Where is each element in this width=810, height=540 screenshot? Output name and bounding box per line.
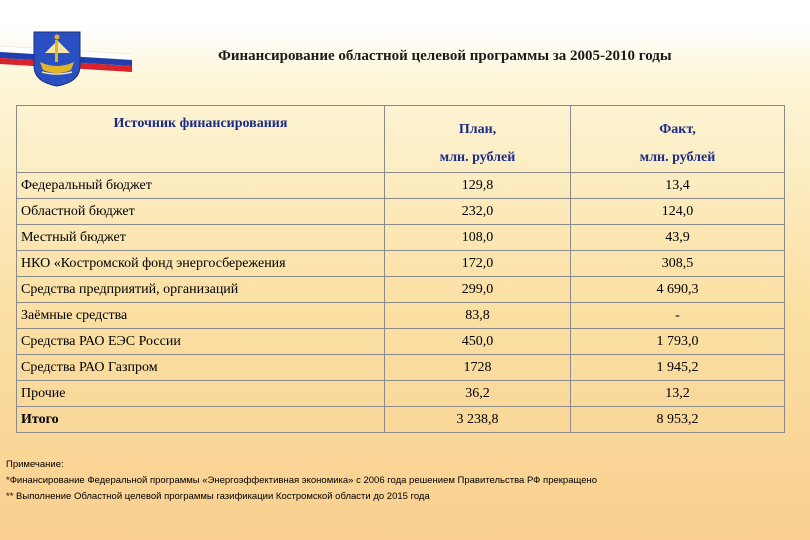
funding-table-container	[16, 105, 784, 435]
notes-heading: Примечание:	[6, 459, 64, 470]
table-row	[17, 355, 785, 381]
row-plan: 299,0	[385, 277, 571, 303]
row-name: Итого	[17, 407, 385, 433]
coat-of-arms-icon	[34, 32, 80, 86]
row-fact: 4 690,3	[571, 277, 785, 303]
row-name: Средства РАО ЕЭС России	[17, 329, 385, 355]
header-fact-line2: млн. рублей	[639, 150, 716, 165]
row-plan: 129,8	[385, 173, 571, 199]
header-fact-line1: Факт,	[659, 122, 696, 137]
row-fact: 308,5	[571, 251, 785, 277]
russian-flag-stripes	[0, 24, 132, 90]
row-plan: 83,8	[385, 303, 571, 329]
note-line-1: *Финансирование Федеральной программы «Энергоэффективная экономика» с 2006 года решением Правительства РФ прекращено	[6, 475, 598, 486]
row-plan: 172,0	[385, 251, 571, 277]
row-plan: 232,0	[385, 199, 571, 225]
row-name: Местный бюджет	[17, 225, 385, 251]
header-source: Источник финансирования	[17, 106, 385, 173]
row-plan: 1728	[385, 355, 571, 381]
table-row	[17, 329, 785, 355]
row-name: Федеральный бюджет	[17, 173, 385, 199]
row-fact: 1 945,2	[571, 355, 785, 381]
flag-banner	[0, 24, 132, 90]
row-plan: 36,2	[385, 381, 571, 407]
footnotes	[6, 457, 597, 505]
table-row	[17, 173, 785, 199]
row-name: Средства предприятий, организаций	[17, 277, 385, 303]
row-fact: 124,0	[571, 199, 785, 225]
header-plan	[385, 106, 571, 173]
table-row	[17, 277, 785, 303]
page-title: Финансирование областной целевой программы за 2005-2010 годы	[218, 48, 672, 64]
table-row	[17, 381, 785, 407]
table-row	[17, 225, 785, 251]
row-plan: 3 238,8	[385, 407, 571, 433]
header-fact	[571, 106, 785, 173]
table-header-row	[17, 106, 785, 173]
table-row	[17, 199, 785, 225]
row-fact: 8 953,2	[571, 407, 785, 433]
table-row	[17, 303, 785, 329]
table-row	[17, 251, 785, 277]
row-name: Прочие	[17, 381, 385, 407]
row-plan: 108,0	[385, 225, 571, 251]
header-plan-line2: млн. рублей	[439, 150, 516, 165]
funding-table	[16, 105, 785, 433]
table-row-total	[17, 407, 785, 433]
row-name: НКО «Костромской фонд энергосбережения	[17, 251, 385, 277]
row-fact: 43,9	[571, 225, 785, 251]
header-plan-line1: План,	[458, 122, 497, 137]
row-fact: 13,4	[571, 173, 785, 199]
row-name: Средства РАО Газпром	[17, 355, 385, 381]
row-fact: 13,2	[571, 381, 785, 407]
row-fact: -	[571, 303, 785, 329]
row-fact: 1 793,0	[571, 329, 785, 355]
row-plan: 450,0	[385, 329, 571, 355]
row-name: Областной бюджет	[17, 199, 385, 225]
row-name: Заёмные средства	[17, 303, 385, 329]
note-line-2: ** Выполнение Областной целевой программы газификации Костромской области до 2015 года	[6, 491, 430, 502]
